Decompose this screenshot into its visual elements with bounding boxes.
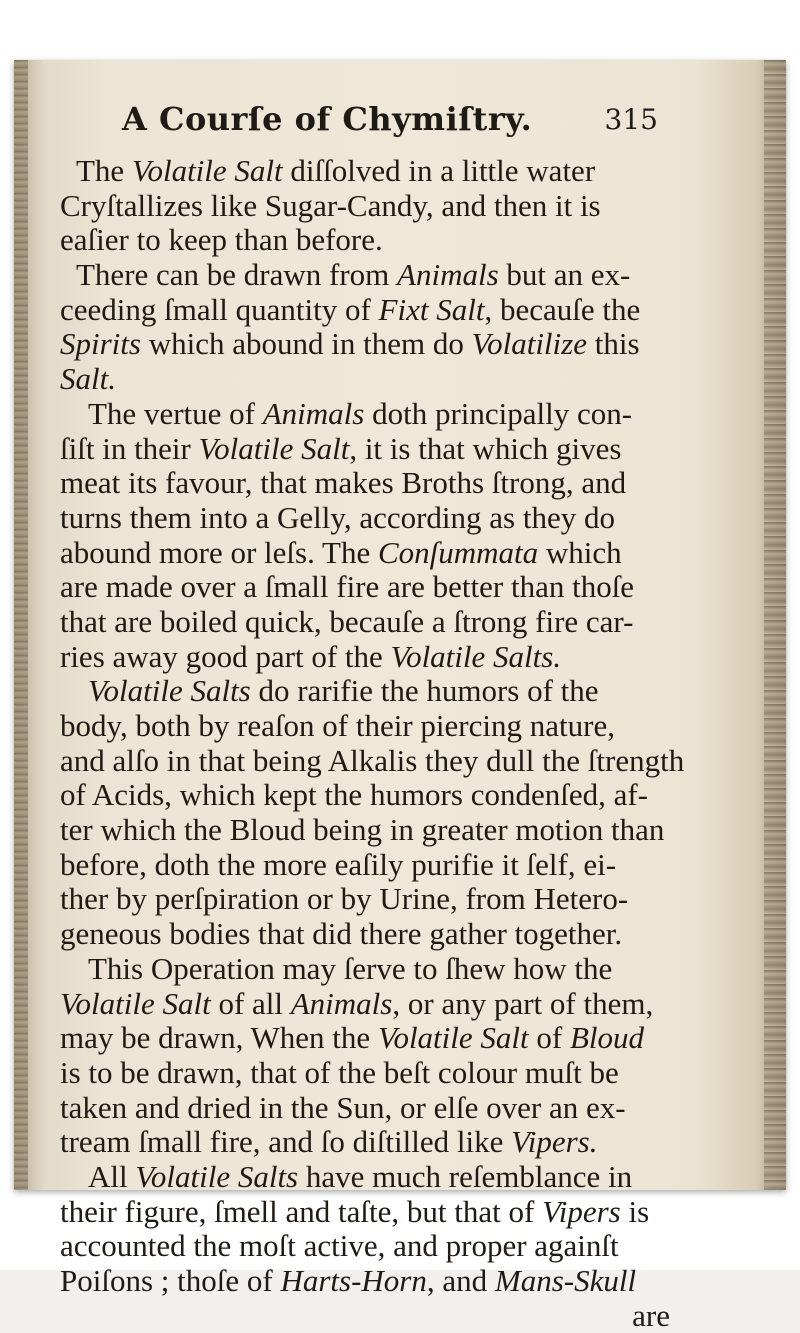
italic-text: Volatile Salt [60,985,211,1021]
text-line [60,1056,750,1091]
text-segment: of [528,1020,570,1056]
italic-text: Volatile Salts [135,1158,299,1194]
text-line [60,987,750,1022]
text-segment: , becauſe the [484,291,641,327]
text-segment: of Acids, which kept the humors condenſed, af- [60,777,648,813]
italic-text: Bloud [569,1020,645,1056]
text-line [60,917,750,952]
text-segment: The vertue of [88,395,263,431]
text-segment: body, both by reaſon of their piercing nature, [60,708,615,743]
italic-text: Vipers [542,1193,621,1229]
text-segment: abound more or leſs. The [60,534,378,570]
italic-text: Volatile Salt [131,153,283,188]
text-segment: have much reſemblance in [298,1158,633,1194]
text-line [60,882,750,917]
text-line [60,1091,750,1126]
italic-text: Mans-Skull [494,1263,637,1298]
text-line [60,1229,750,1264]
italic-text: Vipers. [511,1124,598,1160]
text-line [60,1299,750,1333]
page-number: 315 [604,103,658,136]
text-line [60,397,750,432]
text-segment: Cryſtallizes like Sugar-Candy, and then it is [60,187,601,223]
text-line [60,1160,750,1195]
text-segment: doth principally con- [364,395,633,431]
text-segment: , and [426,1263,495,1298]
text-segment: taken and dried in the Sun, or elſe over an ex- [60,1089,626,1125]
text-segment: , it is that which gives [349,430,622,466]
text-segment: accounted the moſt active, and proper againſt [60,1228,619,1264]
text-line [60,362,750,397]
text-segment: ſiſt in their [60,430,199,466]
text-segment: of all [210,985,291,1021]
italic-text: Salt. [60,361,116,397]
text-line [60,744,750,779]
text-line [60,952,750,987]
italic-text: Volatile Salt [198,430,350,466]
text-segment: may be drawn, When the [60,1020,378,1056]
text-line [60,501,750,536]
text-line [60,570,750,605]
text-segment: , or any part of them, [392,985,654,1021]
text-segment: turns them into a Gelly, according as they do [60,499,615,535]
text-segment: are [632,1297,670,1333]
text-segment: There can be drawn from [76,257,398,293]
text-segment: ter which the Bloud being in greater motion than [60,812,665,848]
text-line [60,1264,750,1299]
text-segment: is to be drawn, that of the beſt colour muſt be [60,1054,619,1090]
text-segment: do rarifie the humors of the [250,673,599,709]
text-segment: This Operation may ſerve to ſhew how the [88,950,613,986]
text-segment: ther by perſpiration or by Urine, from Hetero- [60,881,629,917]
text-line [60,709,750,744]
italic-text: Volatile Salts. [390,638,562,674]
text-segment: which abound in them do [140,326,472,362]
text-segment: ries away good part of the [60,638,391,674]
text-segment: ceeding ſmall quantity of [60,291,379,327]
italic-text: Spirits [60,326,141,362]
italic-text: Volatile Salt [377,1020,529,1056]
text-line [60,1195,750,1230]
text-segment: which [538,534,622,570]
italic-text: Fixt Salt [378,291,485,327]
text-line [60,1021,750,1056]
italic-text: Volatilize [471,326,587,362]
text-line [60,189,750,224]
text-segment: Poiſons ; thoſe of [60,1263,281,1298]
text-line [60,605,750,640]
text-segment: that are boiled quick, becauſe a ſtrong fire car- [60,603,634,639]
text-line [60,293,750,328]
text-line [60,778,750,813]
italic-text: Animals [262,395,365,431]
text-segment: but an ex- [498,257,631,293]
text-line [60,223,750,258]
text-line [60,466,750,501]
italic-text: Harts-Horn [280,1263,427,1298]
text-line [60,432,750,467]
text-line [60,327,750,362]
italic-text: Animals [290,985,393,1021]
text-line [60,813,750,848]
text-segment: tream ſmall fire, and ſo diſtilled like [60,1124,512,1160]
text-line [60,848,750,883]
text-line [60,1125,750,1160]
text-segment: geneous bodies that did there gather together. [60,916,623,952]
running-header [114,100,674,146]
body-text [60,154,750,1333]
text-line [60,640,750,675]
book-page [14,60,786,1333]
text-segment: meat its favour, that makes Broths ſtrong, and [60,465,627,501]
text-segment: this [586,326,640,362]
text-segment: diſſolved in a little water [282,153,596,188]
text-segment: eaſier to keep than before. [60,222,383,258]
text-segment: and alſo in that being Alkalis they dull the ſtrength [60,742,685,778]
italic-text: Conſummata [377,534,539,570]
text-segment: The [76,153,132,188]
text-segment: is [620,1193,650,1229]
italic-text: Volatile Salts [88,673,251,709]
text-segment: their figure, ſmell and taſte, but that of [60,1193,543,1229]
text-line [60,258,750,293]
text-segment: before, doth the more eaſily purifie it ſelf, ei- [60,846,617,882]
text-segment: All [88,1158,136,1194]
italic-text: Animals [397,257,499,293]
text-line [60,674,750,709]
text-segment: are made over a ſmall fire are better than thoſe [60,569,635,605]
text-line [60,536,750,571]
running-title: A Courſe of Chymiſtry. [122,100,533,138]
text-line [60,154,750,189]
